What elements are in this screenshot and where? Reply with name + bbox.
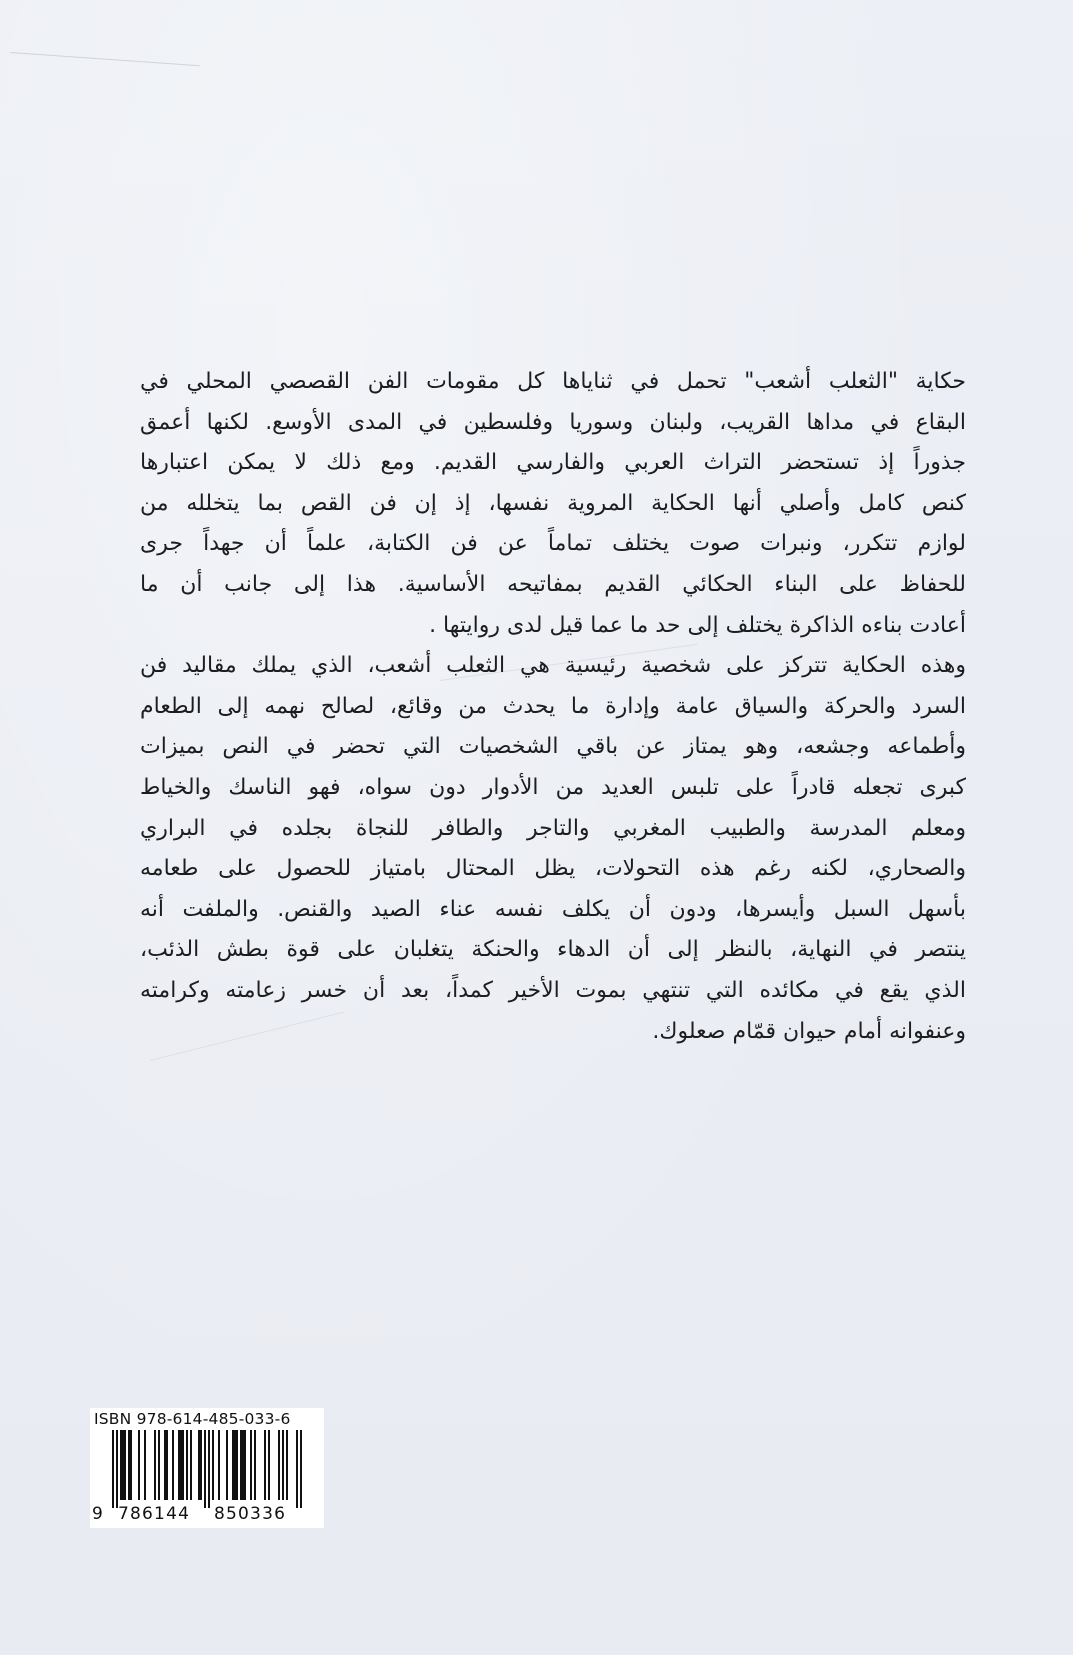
text-line: كبرى تجعله قادراً على تلبس العديد من الأدوار دون سواه، فهو الناسك والخياط <box>140 774 966 800</box>
isbn-number: ISBN 978-614-485-033-6 <box>94 1410 291 1428</box>
barcode-bar <box>180 1430 182 1500</box>
barcode-bar <box>264 1430 266 1500</box>
barcode-bar <box>144 1430 146 1500</box>
barcode-bar <box>212 1430 214 1500</box>
text-line: ومعلم المدرسة والطبيب المغربي والتاجر والطافر للنجاة بجلده في البراري <box>140 815 966 841</box>
barcode-bar <box>138 1430 140 1500</box>
text-line: أعادت بناءه الذاكرة يختلف إلى حد ما عما قيل لدى روايتها . <box>429 612 966 638</box>
barcode-bar <box>236 1430 238 1500</box>
text-line: جذوراً إذ تستحضر التراث العربي والفارسي القديم. ومع ذلك لا يمكن اعتبارها <box>140 450 966 476</box>
blurb-paragraph-1 <box>140 362 966 646</box>
barcode-bar <box>208 1430 210 1508</box>
text-line: حكاية "الثعلب أشعب" تحمل في ثناياها كل مقومات الفن القصصي المحلي في <box>140 369 966 394</box>
barcode-bar <box>154 1430 156 1500</box>
ean-left-group: 786144 <box>118 1504 191 1524</box>
isbn-barcode-block <box>90 1408 324 1528</box>
text-line: وهذه الحكاية تتركز على شخصية رئيسية هي الثعلب أشعب، الذي يملك مقاليد فن <box>140 653 966 679</box>
barcode-bar <box>250 1430 252 1500</box>
text-line: وأطماعه وجشعه، وهو يمتاز عن باقي الشخصيات التي تحضر في النص بميزات <box>140 734 966 760</box>
ean-right-group: 850336 <box>214 1504 287 1524</box>
barcode-bar <box>112 1430 114 1508</box>
text-line: للحفاظ على البناء الحكائي القديم بمفاتيحه الأساسية. هذا إلى جانب أن ما <box>140 571 966 597</box>
barcode-bar <box>282 1430 284 1500</box>
barcode-bar <box>240 1430 242 1500</box>
barcode-bar <box>116 1430 118 1508</box>
barcode-bar <box>268 1430 270 1500</box>
barcode-bar <box>286 1430 288 1500</box>
barcode-bar <box>226 1430 228 1500</box>
text-line: بأسهل السبل وأيسرها، ودون أن يكلف نفسه عناء الصيد والقنص. والملفت أنه <box>140 896 966 922</box>
back-cover-blurb <box>140 362 966 1052</box>
barcode-bar <box>164 1430 166 1500</box>
barcode-bar <box>218 1430 220 1500</box>
barcode-bar <box>300 1430 302 1508</box>
barcode-bar <box>172 1430 174 1500</box>
barcode-bar <box>244 1430 246 1500</box>
barcode-bar <box>178 1430 180 1500</box>
text-line: والصحاري، لكنه رغم هذه التحولات، يظل المحتال بامتياز للحصول على طعامه <box>140 856 966 882</box>
barcode-bar <box>198 1430 200 1500</box>
barcode-bar <box>200 1430 202 1500</box>
text-line: السرد والحركة والسياق عامة وإدارة ما يحدث من وقائع، لصالح نهمه إلى الطعام <box>140 693 966 719</box>
barcode-bar <box>166 1430 168 1500</box>
barcode-bar <box>186 1430 188 1500</box>
text-line: ينتصر في النهاية، بالنظر إلى أن الدهاء والحنكة يتغلبان على قوة بطش الذئب، <box>140 937 966 963</box>
barcode-bar <box>254 1430 256 1500</box>
barcode-bar <box>204 1430 206 1508</box>
barcode-bar <box>124 1430 126 1500</box>
barcode-bar <box>232 1430 234 1500</box>
text-line: وعنفوانه أمام حيوان قمّام صعلوك. <box>652 1018 966 1044</box>
barcode-bar <box>122 1430 124 1500</box>
barcode-bar <box>128 1430 130 1500</box>
text-line: كنص كامل وأصلي أنها الحكاية المروية نفسها، إذ إن فن القص بما يتخلله من <box>140 490 966 516</box>
blurb-paragraph-2 <box>140 646 966 1052</box>
barcode-bar <box>242 1430 244 1500</box>
barcode-bar <box>182 1430 184 1500</box>
barcode-bar <box>130 1430 132 1500</box>
ean-first-digit: 9 <box>92 1504 103 1524</box>
barcode-bar <box>234 1430 236 1500</box>
barcode-bar <box>120 1430 122 1500</box>
text-line: البقاع في مداها القريب، ولبنان وسوريا وفلسطين في المدى الأوسع. لكنها أعمق <box>140 409 966 435</box>
text-line: الذي يقع في مكائده التي تنتهي بموت الأخير كمداً، بعد أن خسر زعامته وكرامته <box>140 977 966 1003</box>
barcode-bar <box>158 1430 160 1500</box>
barcode-bar <box>190 1430 192 1500</box>
text-line: لوازم تتكرر، ونبرات صوت يختلف تماماً عن فن الكتابة، علماً أن جهداً جرى <box>140 531 966 557</box>
barcode-bar <box>296 1430 298 1508</box>
barcode-bar <box>278 1430 280 1500</box>
paper-crease <box>10 52 200 66</box>
